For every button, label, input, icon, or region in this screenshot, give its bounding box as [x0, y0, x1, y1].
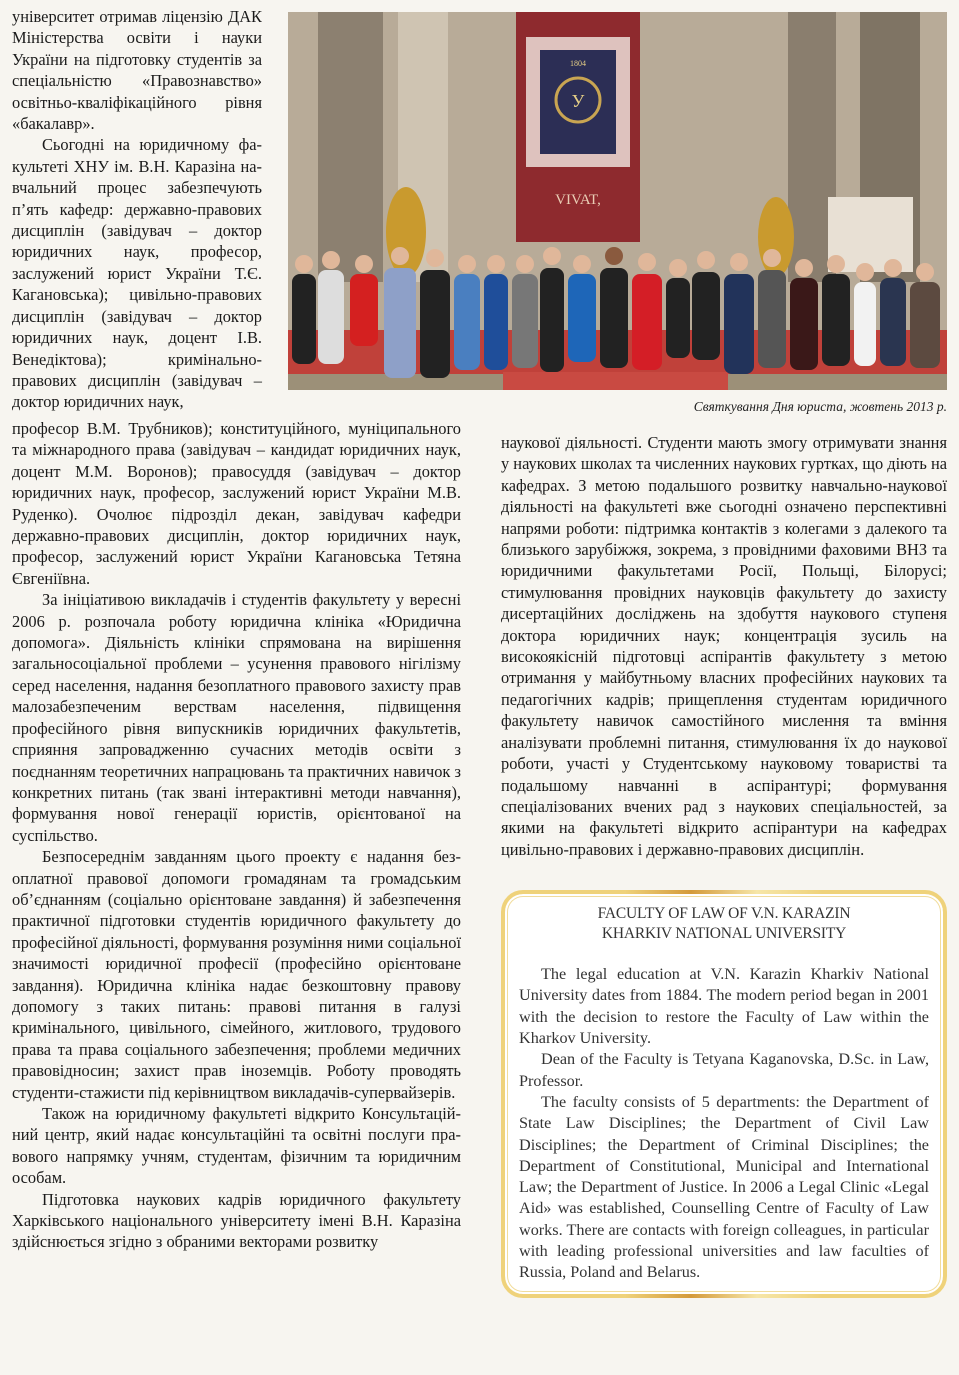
- box-body: [519, 964, 929, 1283]
- paragraph: університет отримав ліцензію ДАК Міністерства освіти і науки України на підготовку студентів за спеціальністю «Правознавство» освітньо-кваліфікаційного рівня «бакалавр».: [12, 7, 262, 134]
- left-column-bottom: [12, 418, 461, 1253]
- photo-illustration: [288, 12, 947, 390]
- box-paragraph: Dean of the Faculty is Tetyana Kaganovska, D.Sc. in Law, Professor.: [519, 1050, 929, 1090]
- photo-figure: [288, 6, 947, 416]
- photo-carpet-runner: [503, 372, 728, 390]
- box-paragraph: The legal education at V.N. Karazin Kharkiv National University dates from 1884. The modern period began in 2001 with the decision to restore the Faculty of Law within the Kharkov University.: [519, 965, 929, 1048]
- box-title-line: FACULTY OF LAW OF V.N. KARAZIN: [597, 905, 851, 923]
- photo-statue: [386, 187, 426, 277]
- top-band: [12, 6, 947, 416]
- group-photo: [288, 12, 947, 390]
- left-column-top: [12, 6, 262, 413]
- photo-banner-text: VIVAT,: [555, 192, 601, 208]
- photo-floor: [728, 374, 947, 390]
- paragraph: наукової діяльності. Студенти мають змогу отримувати знання у наукових школах та численних наукових гуртках, що діють на кафедрах. З метою подальшого розвитку навчально-наукової діяльності на факультеті вже сьогодні означено перспективні напрями роботи: підтримка контактів з колегами з далекого та близького зарубіжжя, зокрема, з провідними фаховими ВНЗ та юридичними факультетами Росії, Польщі, Білорусі; стимулювання провідних науковців факультету до захисту дисертаційних досліджень на здобуття наукового ступеня доктора юридичних наук; концентрація зусиль на високоякісній підготовці аспірантів факультету з метою отримання у майбутньому власних професійних наукових та педагогічних кадрів; прищеплення студентам юридичного факультету навичок самостійного мислення та вміння аналізувати проблемні питання, стимулювання їх до наукової роботи, участі у Студентському науковому товаристві та подальшому навчанні в аспірантурі; формування спеціалізованих вчених рад з наукових спеціальностей, за якими на факультеті відкрито аспірантури на кафедрах цивільно-правових і державно-правових дисциплін.: [501, 433, 947, 859]
- paragraph: Сьогодні на юридичному факультеті ХНУ ім. В.Н. Каразіна навчальний процес забезпечують п’ять кафедр: державно-правових дисциплін (завідувач – доктор юридичних наук, професор, заслужений юрист України Т.Є. Кагановська); цивільно-правових дисциплін (завідувач – доктор юридичних наук, доцент І.В. Венедіктова); кримінально-правових дисциплін (завідувач – доктор юридичних наук,: [12, 135, 262, 412]
- paragraph: професор В.М. Трубников); конституційного, муніципального та міжнародного права (завідувач – кандидат юридичних наук, доцент М.М. Воронов); правосуддя (завідувач – доктор юридичних наук, професор, заслужений юрист України М.В. Руденко). Очолює підрозділ декан, завідувач кафедри державно-правових дисциплін, доктор юридичних наук, професор, заслужений юрист України Кагановська Тетяна Євгеніївна.: [12, 419, 461, 588]
- photo-column: [318, 12, 383, 282]
- english-summary-box: [501, 890, 947, 1297]
- paragraph: Підготовка наукових кадрів юридичного факультету Харківського національного університету імені В.Н. Каразіна здійснюється згідно з обраними векторами розвитку: [12, 1189, 461, 1252]
- paragraph: Безпосереднім завданням цього проекту є надання безоплатної правової допомоги громадянам та громадським об’єднанням (соціально орієнтоване завдання) й забезпечення практичної підготовки студентів юридичного факультету до професійної діяльності, формування розуміння ними соціальної значимості юридичної професії (професійно орієнтоване завдання). Юридична клініка надає безкоштовну правову допомогу з таких питань: правові питання в галузі кримінального, цивільного, сімейного, житлового, трудового права та права соціального забезпечення; проблеми медичних правовідносин; захист прав іноземців. Роботу проводять студенти-стажисти під керівництвом викладачів-супервайзерів.: [12, 847, 461, 1102]
- box-title: [519, 904, 929, 944]
- paragraph: За ініціативою викладачів і студентів факультету у вересні 2006 р. розпочала роботу юридична клініка «Юридична допомога». Діяльність клініки спрямована на вирішення загальносоціальної проблеми – усунення правового нігілізму серед населення, надання безоплатного правового захисту прав малозабезпеченим верствам населення, підвищення професійного рівня випускників юридичних факультетів, сприяння запровадженню сучасних методів освіти з поєднанням теоретичних напрацювань та практичних навичок з конкретних питань (так звані інтерактивні методи навчання), формування нової генерації юристів, орієнтованої на суспільство.: [12, 590, 461, 845]
- box-title-line: KHARKIV NATIONAL UNIVERSITY: [601, 925, 847, 943]
- photo-emblem-letter: У: [571, 91, 585, 111]
- box-paragraph: The faculty consists of 5 departments: the Department of State Law Disciplines; the Department of Civil Law Disciplines; the Department of Criminal Disciplines; the Department of Constitutional, Municipal and International Law; the Department of Justice. In 2006 a Legal Clinic «Legal Aid» was established, Counselling Centre of Faculty of Law works. There are contacts with foreign colleagues, in particular with leading professional universities and law faculties of Russia, Poland and Belarus.: [519, 1092, 929, 1282]
- lower-band: [12, 418, 947, 1298]
- photo-caption: Святкування Дня юриста, жовтень 2013 р.: [693, 399, 947, 414]
- photo-emblem-year: 1804: [570, 59, 586, 68]
- paragraph: Також на юридичному факультеті відкрито Консультаційний центр, який надає консультаційні та освітні послуги правового напрямку учням, студентам, фізичним та юридичним особам.: [12, 1104, 461, 1188]
- right-column: [501, 432, 947, 860]
- right-stack: [501, 418, 947, 1298]
